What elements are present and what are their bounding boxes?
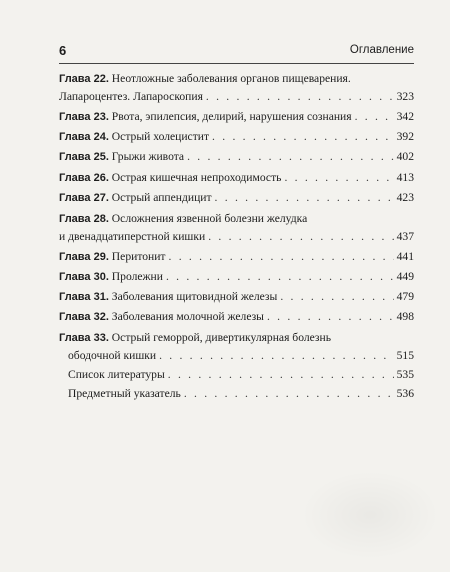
- leader-dots: [159, 347, 394, 365]
- leader-dots: [212, 128, 394, 146]
- leader-dots: [284, 169, 393, 187]
- toc-title: Грыжи живота: [111, 150, 185, 163]
- toc-title: Заболевания молочной железы: [111, 310, 264, 323]
- leader-dots: [169, 248, 394, 266]
- toc-entry-bibliography: [59, 366, 414, 384]
- toc-page: 498: [396, 310, 414, 323]
- toc-label: Глава 24.: [59, 131, 109, 143]
- toc-entry-33-line-1: [59, 329, 414, 347]
- toc-entry-27: [59, 189, 414, 207]
- toc-label: Глава 25.: [59, 151, 109, 163]
- toc-page: 342: [396, 110, 414, 123]
- leader-dots: [166, 268, 394, 286]
- toc-title: Список литературы: [68, 368, 165, 381]
- toc-label: Глава 26.: [59, 172, 109, 184]
- toc-label: Глава 27.: [59, 192, 109, 204]
- toc-title: Острый аппендицит: [111, 191, 212, 204]
- toc-page: 515: [396, 349, 414, 362]
- leader-dots: [168, 366, 394, 384]
- toc-page: 413: [396, 171, 414, 184]
- toc-entry-22-line-1: [59, 70, 414, 88]
- toc-title: Пролежни: [111, 270, 163, 283]
- toc-label: Глава 29.: [59, 251, 109, 263]
- leader-dots: [187, 148, 394, 166]
- toc-title: Рвота, эпилепсия, делирий, нарушения сознания: [111, 110, 352, 123]
- toc-title: Заболевания щитовидной железы: [111, 290, 278, 303]
- toc-page: 423: [396, 191, 414, 204]
- toc-page: 479: [396, 290, 414, 303]
- toc-label: Глава 32.: [59, 311, 109, 323]
- toc-entry-26: [59, 169, 414, 187]
- toc-page: 449: [396, 270, 414, 283]
- toc-entry-30: [59, 268, 414, 286]
- toc-page: 441: [396, 250, 414, 263]
- page-number: 6: [59, 43, 67, 58]
- leader-dots: [267, 308, 394, 326]
- toc-title-cont: и двенадцатиперстной кишки: [59, 230, 206, 243]
- toc-page: 402: [396, 150, 414, 163]
- toc-page: 323: [396, 90, 414, 103]
- toc-title: Острая кишечная непроходимость: [111, 171, 282, 184]
- leader-dots: [208, 228, 393, 246]
- toc-label: Глава 23.: [59, 111, 109, 123]
- toc-entry-28-line-2: [59, 228, 414, 246]
- toc-entry-31: [59, 288, 414, 306]
- toc-page: 437: [396, 230, 414, 243]
- bleed-through-shadow: [300, 470, 440, 560]
- leader-dots: [184, 385, 394, 403]
- toc-title: Предметный указатель: [68, 387, 181, 400]
- leader-dots: [206, 88, 394, 106]
- toc-page: 536: [396, 387, 414, 400]
- toc-page: 392: [396, 130, 414, 143]
- running-head: [59, 41, 414, 63]
- toc-page: 535: [396, 368, 414, 381]
- toc-title: Осложнения язвенной болезни желудка: [111, 212, 308, 225]
- toc-entry-28-line-1: [59, 210, 414, 228]
- toc-label: Глава 22.: [59, 73, 109, 85]
- toc-entry-22-line-2: [59, 88, 414, 106]
- toc-entry-33-line-2: [59, 347, 414, 365]
- toc-label: Глава 28.: [59, 213, 109, 225]
- toc-entry-23: [59, 108, 414, 126]
- toc-entry-24: [59, 128, 414, 146]
- toc-title: Перитонит: [111, 250, 166, 263]
- toc-entry-25: [59, 148, 414, 166]
- toc-title-cont: Лапароцентез. Лапароскопия: [59, 90, 203, 103]
- toc-title: Острый холецистит: [111, 130, 210, 143]
- toc-entry-index: [59, 385, 414, 403]
- leader-dots: [280, 288, 393, 306]
- leader-dots: [355, 108, 394, 126]
- leader-dots: [215, 189, 394, 207]
- toc-entry-29: [59, 248, 414, 266]
- header-rule: [59, 63, 414, 64]
- toc-label: Глава 33.: [59, 332, 109, 344]
- toc-title: Острый геморрой, дивертикулярная болезнь: [111, 331, 331, 344]
- section-title: Оглавление: [349, 44, 414, 56]
- toc-title: Неотложные заболевания органов пищеварения.: [111, 72, 351, 85]
- toc-label: Глава 31.: [59, 291, 109, 303]
- toc-label: Глава 30.: [59, 271, 109, 283]
- toc-entry-32: [59, 308, 414, 326]
- toc-title-cont: ободочной кишки: [68, 349, 157, 362]
